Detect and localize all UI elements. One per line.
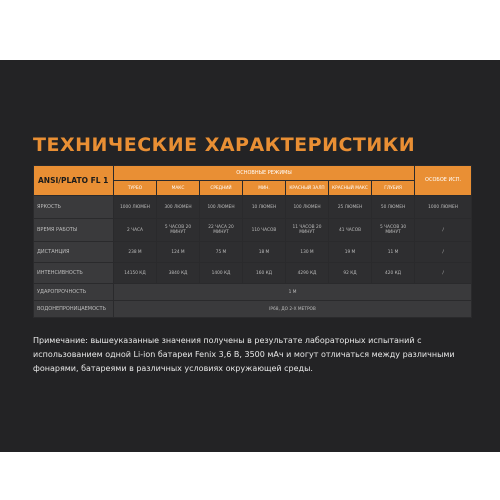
table-cell: /	[415, 219, 472, 242]
row-label: ДИСТАНЦИЯ	[34, 242, 114, 263]
mode-header: МАКС	[157, 181, 200, 196]
table-cell: 11 М	[372, 242, 415, 263]
table-cell: /	[415, 263, 472, 284]
table-cell: 1000 ЛЮМЕН	[114, 196, 157, 219]
mode-header: МИН.	[243, 181, 286, 196]
bottom-margin	[0, 452, 500, 500]
mode-header: КРАСНЫЙ ЗАЛП	[286, 181, 329, 196]
mode-header: СРЕДНИЙ	[200, 181, 243, 196]
table-row	[34, 242, 472, 263]
table-cell: 1400 КД	[200, 263, 243, 284]
table-row	[34, 196, 472, 219]
table-cell-span: IP68, ДО 2-Х МЕТРОВ	[114, 301, 472, 318]
table-cell: 420 КД	[372, 263, 415, 284]
top-margin	[0, 0, 500, 60]
special-header: ОСОБОЕ ИСП.	[415, 166, 472, 196]
table-row	[34, 301, 472, 318]
model-header: ANSI/PLATO FL 1	[34, 166, 114, 196]
table-row	[34, 219, 472, 242]
table-cell: 41 ЧАСОВ	[329, 219, 372, 242]
spec-table	[33, 165, 472, 318]
table-cell: 238 М	[114, 242, 157, 263]
table-cell: 22 ЧАСА 20 МИНУТ	[200, 219, 243, 242]
table-cell: 18 М	[243, 242, 286, 263]
table-cell: 1000 ЛЮМЕН	[415, 196, 472, 219]
footnote: Примечание: вышеуказанные значения получены в результате лабораторных испытаний с использованием одной Li-ion батареи Fenix 3,6 В, 3500 мАч и могут отличаться между различными фонарями, батареями в различных условиях окружающей среды.	[33, 336, 455, 373]
table-cell-span: 1 М	[114, 284, 472, 301]
table-cell: 14150 КД	[114, 263, 157, 284]
table-cell: 19 М	[329, 242, 372, 263]
table-cell: 3840 КД	[157, 263, 200, 284]
table-cell: 160 КД	[243, 263, 286, 284]
table-row	[34, 284, 472, 301]
table-cell: 2 ЧАСА	[114, 219, 157, 242]
mode-header: ГЛУБИЯ	[372, 181, 415, 196]
table-cell: 4290 КД	[286, 263, 329, 284]
table-cell: 130 М	[286, 242, 329, 263]
table-cell: /	[415, 242, 472, 263]
table-cell: 100 ЛЮМЕН	[200, 196, 243, 219]
table-cell: 300 ЛЮМЕН	[157, 196, 200, 219]
table-cell: 5 ЧАСОВ 20 МИНУТ	[157, 219, 200, 242]
table-cell: 100 ЛЮМЕН	[286, 196, 329, 219]
table-cell: 124 М	[157, 242, 200, 263]
table-cell: 5 ЧАСОВ 30 МИНУТ	[372, 219, 415, 242]
table-cell: 110 ЧАСОВ	[243, 219, 286, 242]
table-cell: 10 ЛЮМЕН	[243, 196, 286, 219]
row-label: ВОДОНЕПРОНИЦАЕМОСТЬ	[34, 301, 114, 318]
row-label: ЯРКОСТЬ	[34, 196, 114, 219]
row-label: УДАРОПРОЧНОСТЬ	[34, 284, 114, 301]
table-cell: 25 ЛЮМЕН	[329, 196, 372, 219]
main-modes-header: ОСНОВНЫЕ РЕЖИМЫ	[114, 166, 415, 181]
table-cell: 92 КД	[329, 263, 372, 284]
row-label: ВРЕМЯ РАБОТЫ	[34, 219, 114, 242]
table-cell: 75 М	[200, 242, 243, 263]
mode-header: КРАСНЫЙ МАКС	[329, 181, 372, 196]
table-cell: 50 ЛЮМЕН	[372, 196, 415, 219]
table-header-row	[34, 166, 472, 181]
mode-header: ТУРБО	[114, 181, 157, 196]
table-cell: 11 ЧАСОВ 20 МИНУТ	[286, 219, 329, 242]
page-title: ТЕХНИЧЕСКИЕ ХАРАКТЕРИСТИКИ	[33, 134, 416, 156]
row-label: ИНТЕНСИВНОСТЬ	[34, 263, 114, 284]
table-row	[34, 263, 472, 284]
